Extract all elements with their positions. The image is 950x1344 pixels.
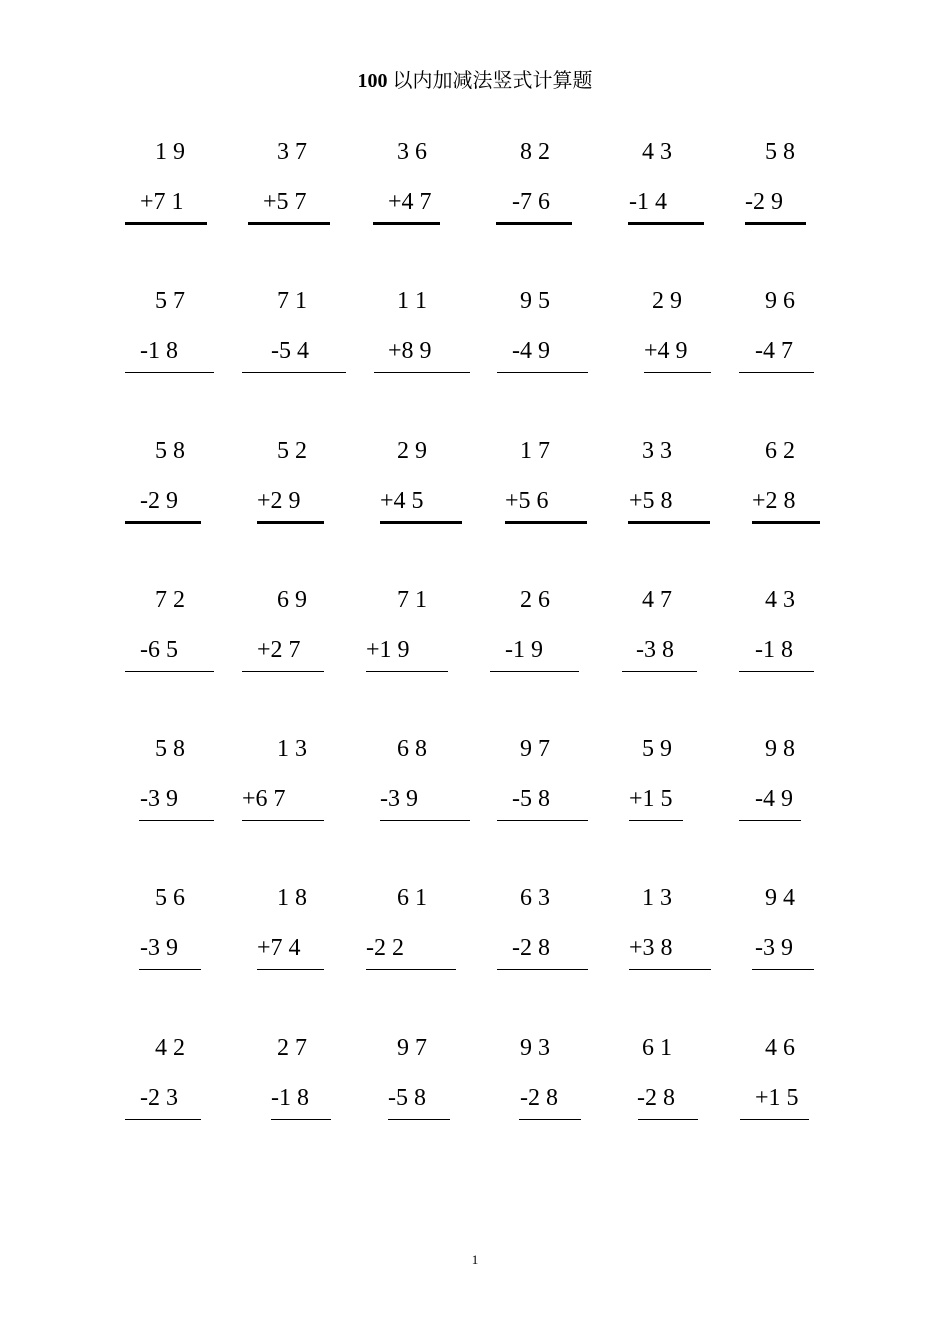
problem-bottom-operand: -5 8 (388, 1085, 426, 1111)
problem-bottom-operand: -2 8 (520, 1085, 558, 1111)
problem-bottom-operand: -1 8 (140, 338, 178, 364)
problem-bottom-operand: +4 5 (380, 488, 424, 514)
answer-line (629, 969, 711, 970)
problem-top-number: 4 6 (765, 1035, 795, 1061)
problem-bottom-operand: +7 4 (257, 935, 301, 961)
problem-top-number: 9 7 (397, 1035, 427, 1061)
problem-top-number: 9 4 (765, 885, 795, 911)
problem-top-number: 7 1 (277, 288, 307, 314)
problem-top-number: 9 6 (765, 288, 795, 314)
answer-line (257, 969, 324, 970)
problem-bottom-operand: +5 8 (629, 488, 673, 514)
problem-top-number: 3 3 (642, 438, 672, 464)
problem-bottom-operand: +1 9 (366, 637, 410, 663)
answer-line (242, 372, 346, 373)
answer-line (257, 521, 324, 524)
problem-top-number: 2 7 (277, 1035, 307, 1061)
problem-bottom-operand: -2 8 (512, 935, 550, 961)
answer-line (752, 521, 820, 524)
problem-bottom-operand: +3 8 (629, 935, 673, 961)
problem-top-number: 6 2 (765, 438, 795, 464)
problem-bottom-operand: -3 8 (636, 637, 674, 663)
problem-top-number: 1 1 (397, 288, 427, 314)
problem-top-number: 4 3 (765, 587, 795, 613)
problem-bottom-operand: -2 3 (140, 1085, 178, 1111)
problem-top-number: 5 7 (155, 288, 185, 314)
problem-top-number: 1 7 (520, 438, 550, 464)
problem-top-number: 6 8 (397, 736, 427, 762)
problem-top-number: 5 6 (155, 885, 185, 911)
answer-line (366, 671, 448, 672)
problem-top-number: 7 2 (155, 587, 185, 613)
problem-bottom-operand: -1 4 (629, 189, 667, 215)
problem-top-number: 2 9 (397, 438, 427, 464)
problem-top-number: 8 2 (520, 139, 550, 165)
problem-bottom-operand: +6 7 (242, 786, 286, 812)
answer-line (644, 372, 711, 373)
problem-top-number: 3 6 (397, 139, 427, 165)
problem-bottom-operand: +2 9 (257, 488, 301, 514)
answer-line (739, 372, 814, 373)
problem-bottom-operand: -2 2 (366, 935, 404, 961)
problem-bottom-operand: -2 8 (637, 1085, 675, 1111)
answer-line (739, 671, 814, 672)
answer-line (373, 222, 440, 225)
answer-line (248, 222, 330, 225)
problem-bottom-operand: -4 9 (512, 338, 550, 364)
problem-bottom-operand: +5 6 (505, 488, 549, 514)
answer-line (125, 1119, 201, 1120)
page-number: 1 (471, 1252, 479, 1267)
answer-line (519, 1119, 581, 1120)
problem-top-number: 5 8 (765, 139, 795, 165)
problem-top-number: 4 3 (642, 139, 672, 165)
answer-line (497, 969, 588, 970)
problem-top-number: 6 9 (277, 587, 307, 613)
answer-line (125, 372, 214, 373)
problem-bottom-operand: -4 7 (755, 338, 793, 364)
answer-line (242, 820, 324, 821)
problem-top-number: 9 8 (765, 736, 795, 762)
answer-line (139, 969, 201, 970)
problem-bottom-operand: -3 9 (140, 935, 178, 961)
answer-line (628, 222, 704, 225)
problem-bottom-operand: -5 4 (271, 338, 309, 364)
answer-line (638, 1119, 698, 1120)
answer-line (139, 820, 214, 821)
problem-top-number: 5 8 (155, 736, 185, 762)
problem-top-number: 2 9 (652, 288, 682, 314)
problem-bottom-operand: -2 9 (140, 488, 178, 514)
title-text: 以内加减法竖式计算题 (387, 70, 593, 92)
answer-line (629, 820, 683, 821)
answer-line (752, 969, 814, 970)
answer-line (271, 1119, 331, 1120)
answer-line (739, 820, 801, 821)
problem-bottom-operand: +1 5 (629, 786, 673, 812)
problem-bottom-operand: +2 8 (752, 488, 796, 514)
answer-line (125, 671, 214, 672)
problem-bottom-operand: -1 8 (271, 1085, 309, 1111)
title-number: 100 (357, 70, 388, 92)
problem-bottom-operand: -3 9 (380, 786, 418, 812)
problem-bottom-operand: +8 9 (388, 338, 432, 364)
problem-bottom-operand: +7 1 (140, 189, 184, 215)
problem-bottom-operand: +4 7 (388, 189, 432, 215)
answer-line (497, 820, 588, 821)
problem-top-number: 2 6 (520, 587, 550, 613)
answer-line (380, 521, 462, 524)
problem-top-number: 9 3 (520, 1035, 550, 1061)
answer-line (490, 671, 579, 672)
problem-top-number: 6 1 (642, 1035, 672, 1061)
problem-top-number: 6 1 (397, 885, 427, 911)
answer-line (505, 521, 587, 524)
problem-bottom-operand: -1 8 (755, 637, 793, 663)
problem-top-number: 5 2 (277, 438, 307, 464)
problem-bottom-operand: -6 5 (140, 637, 178, 663)
answer-line (740, 1119, 809, 1120)
problem-bottom-operand: +1 5 (755, 1085, 799, 1111)
problem-bottom-operand: +4 9 (644, 338, 688, 364)
problem-top-number: 1 8 (277, 885, 307, 911)
problem-top-number: 1 3 (642, 885, 672, 911)
problem-bottom-operand: -3 9 (140, 786, 178, 812)
problem-top-number: 5 9 (642, 736, 672, 762)
answer-line (496, 222, 572, 225)
problem-bottom-operand: -4 9 (755, 786, 793, 812)
answer-line (497, 372, 588, 373)
answer-line (628, 521, 710, 524)
problem-top-number: 5 8 (155, 438, 185, 464)
problem-top-number: 1 9 (155, 139, 185, 165)
page-title (0, 64, 950, 93)
problem-top-number: 7 1 (397, 587, 427, 613)
answer-line (366, 969, 456, 970)
answer-line (242, 671, 324, 672)
problem-top-number: 9 7 (520, 736, 550, 762)
problem-top-number: 4 7 (642, 587, 672, 613)
answer-line (380, 820, 470, 821)
answer-line (374, 372, 470, 373)
problem-top-number: 9 5 (520, 288, 550, 314)
problem-bottom-operand: +5 7 (263, 189, 307, 215)
problem-top-number: 4 2 (155, 1035, 185, 1061)
problem-bottom-operand: -1 9 (505, 637, 543, 663)
answer-line (745, 222, 806, 225)
problem-bottom-operand: -2 9 (745, 189, 783, 215)
problem-bottom-operand: -3 9 (755, 935, 793, 961)
problem-bottom-operand: +2 7 (257, 637, 301, 663)
answer-line (125, 222, 207, 225)
problem-bottom-operand: -7 6 (512, 189, 550, 215)
answer-line (125, 521, 201, 524)
answer-line (388, 1119, 450, 1120)
problem-bottom-operand: -5 8 (512, 786, 550, 812)
problem-top-number: 1 3 (277, 736, 307, 762)
answer-line (622, 671, 697, 672)
problem-top-number: 3 7 (277, 139, 307, 165)
problem-top-number: 6 3 (520, 885, 550, 911)
